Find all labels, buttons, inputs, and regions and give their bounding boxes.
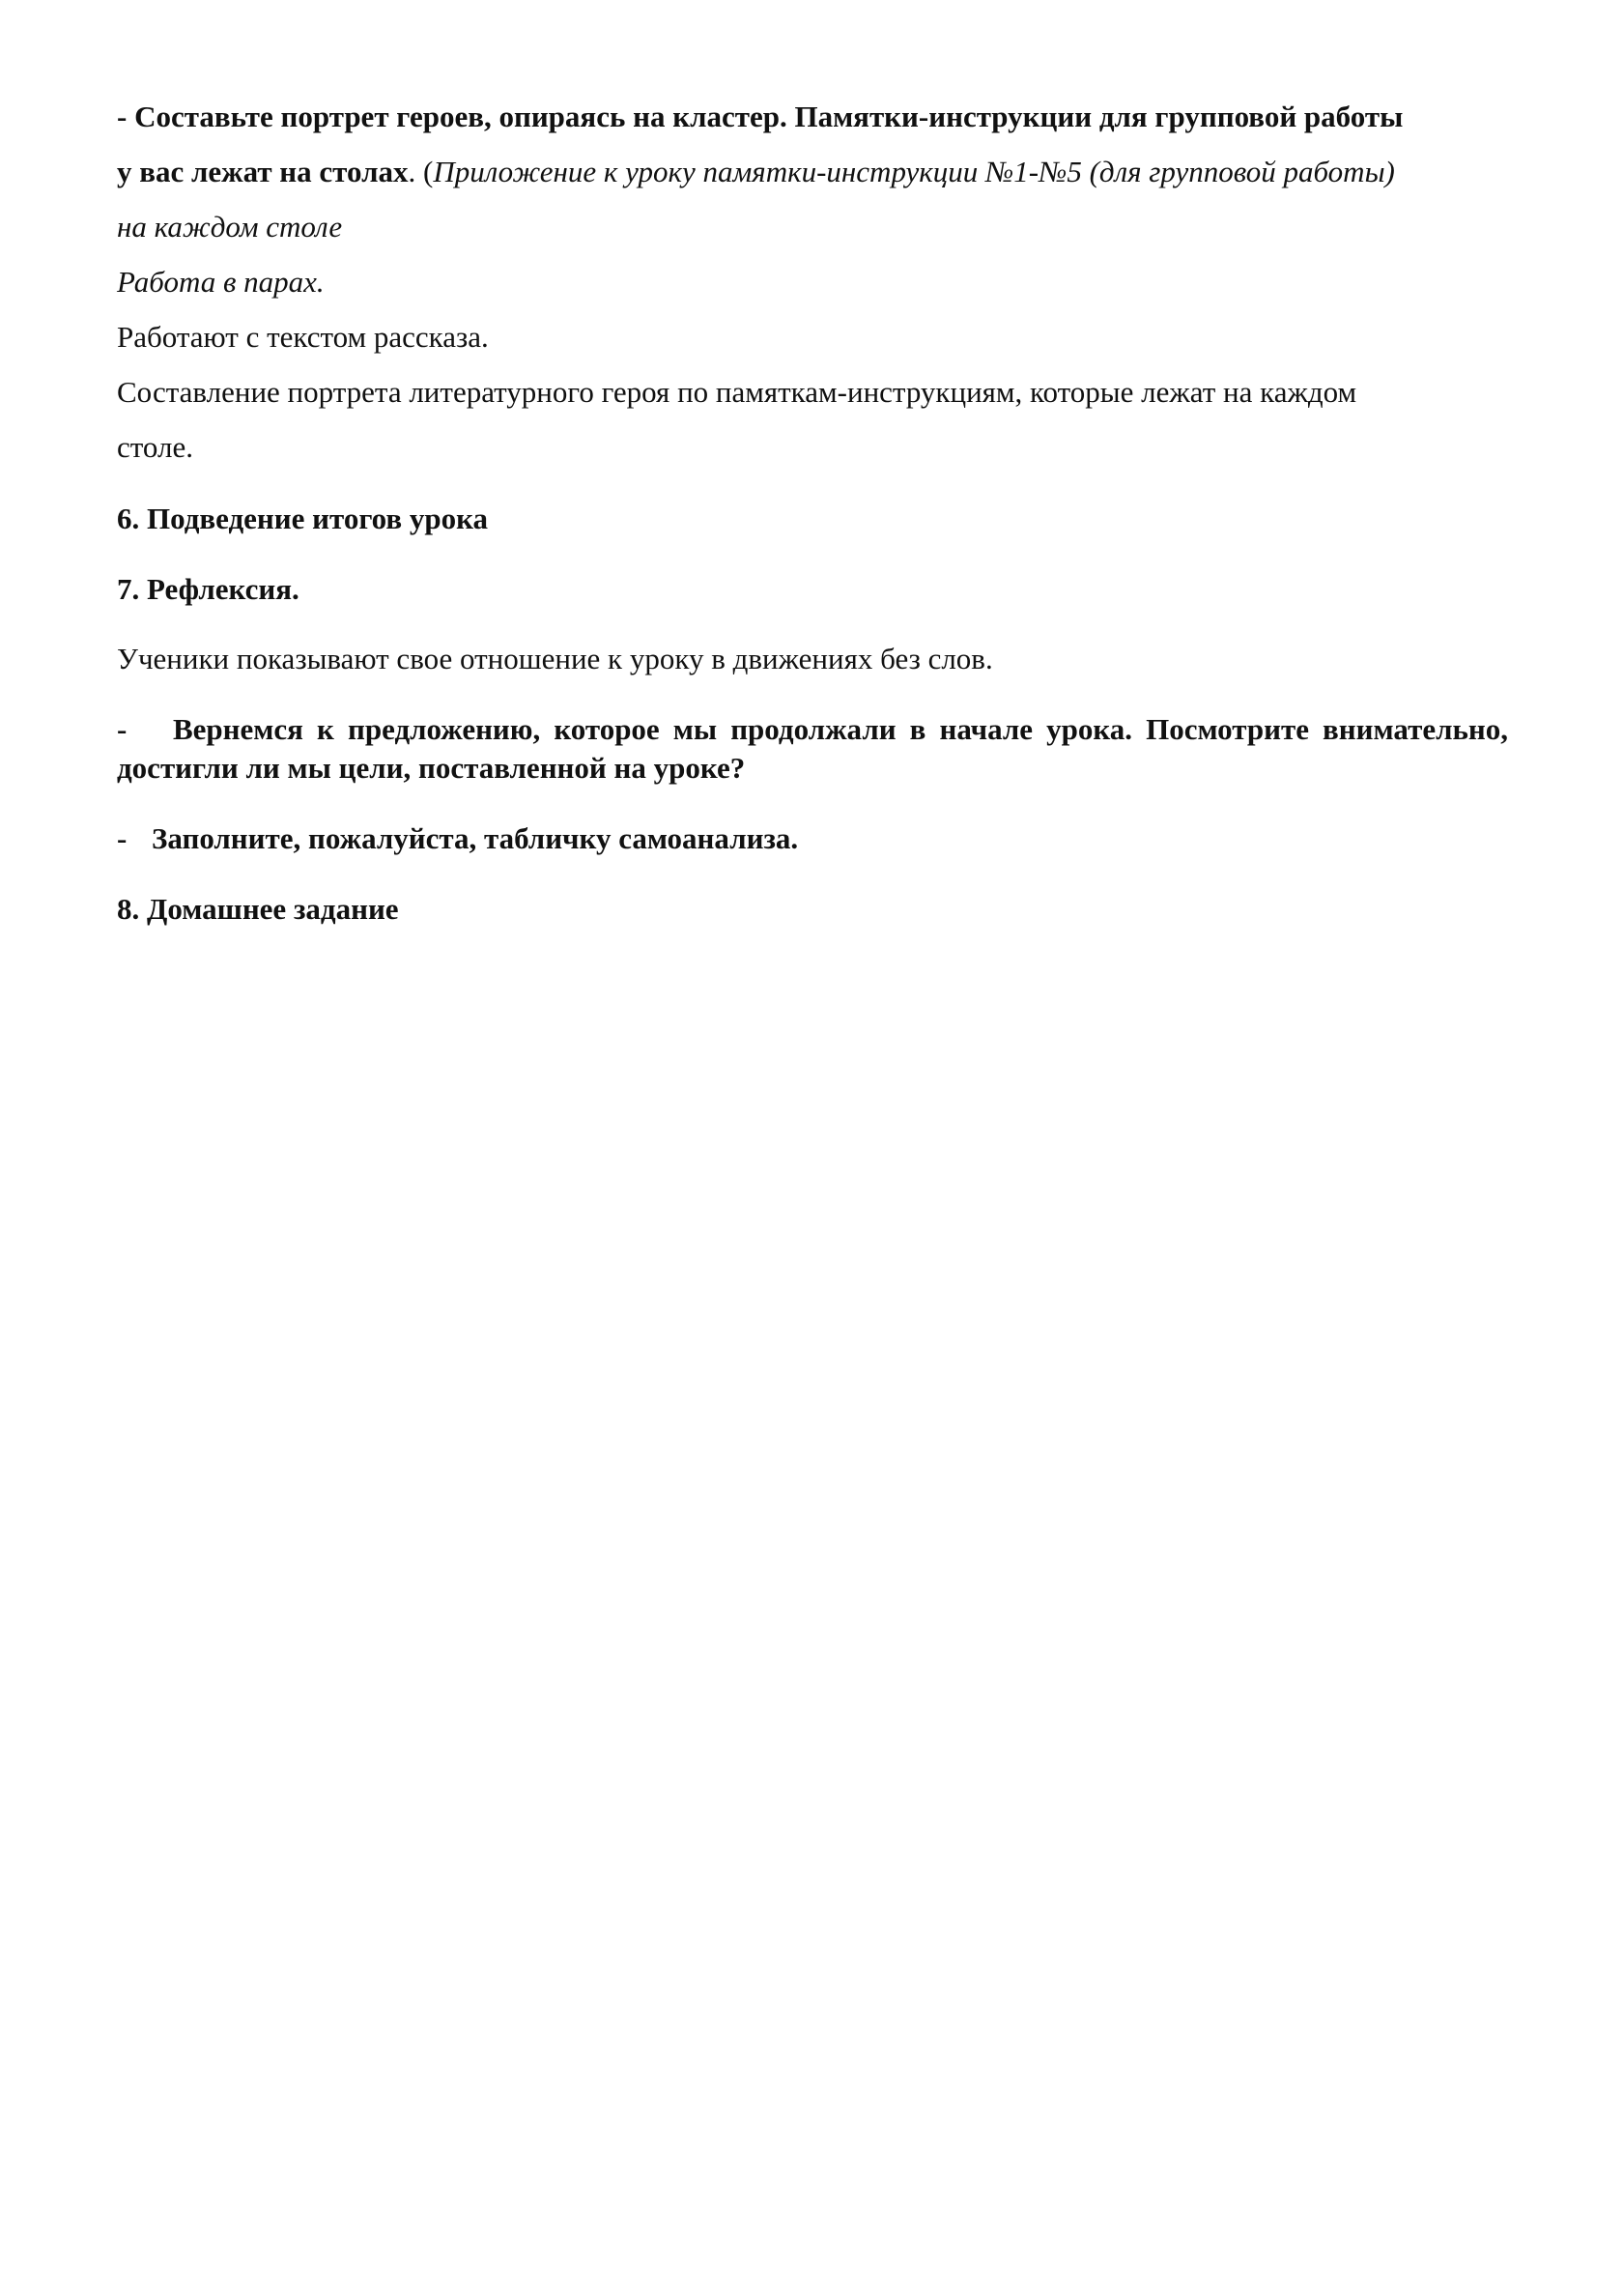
document-content	[117, 89, 1508, 929]
section-7-heading: 7. Рефлексия.	[117, 572, 299, 606]
section-8-heading: 8. Домашнее задание	[117, 892, 399, 926]
task-line-1	[117, 89, 1508, 144]
fill-paragraph	[117, 819, 1508, 858]
task-block	[117, 89, 1508, 474]
task-tables-bold: у вас лежат на столах	[117, 155, 409, 188]
task-line-4	[117, 254, 1508, 309]
portrait-line-2: столе.	[117, 430, 193, 464]
task-appendix-italic: Приложение к уроку памятки-инструкции №1-№5 (для групповой работы)	[433, 155, 1395, 188]
task-line-3	[117, 199, 1508, 254]
pair-work-italic: Работа в парах.	[117, 265, 325, 299]
portrait-line-1: Составление портрета литературного героя по памяткам-инструкциям, которые лежат на каждом	[117, 375, 1357, 409]
reflection-paragraph: Ученики показывают свое отношение к уроку в движениях без слов.	[117, 642, 993, 675]
fill-text: Заполните, пожалуйста, табличку самоанализа.	[152, 821, 799, 855]
task-each-table-italic: на каждом столе	[117, 210, 343, 244]
return-text: Вернемся к предложению, которое мы продолжали в начале урока. Посмотрите внимательно, достигли ли мы цели, поставленной на уроке?	[117, 712, 1508, 785]
return-dash: -	[117, 712, 128, 746]
return-paragraph	[117, 710, 1508, 788]
story-text-line: Работают с текстом рассказа.	[117, 320, 489, 354]
section-6-heading: 6. Подведение итогов урока	[117, 502, 489, 535]
task-line-2	[117, 144, 1508, 199]
fill-dash: -	[117, 821, 128, 855]
task-separator: . (	[408, 155, 434, 188]
task-instruction-bold: - Составьте портрет героев, опираясь на кластер. Памятки-инструкции для групповой работы	[117, 100, 1404, 133]
